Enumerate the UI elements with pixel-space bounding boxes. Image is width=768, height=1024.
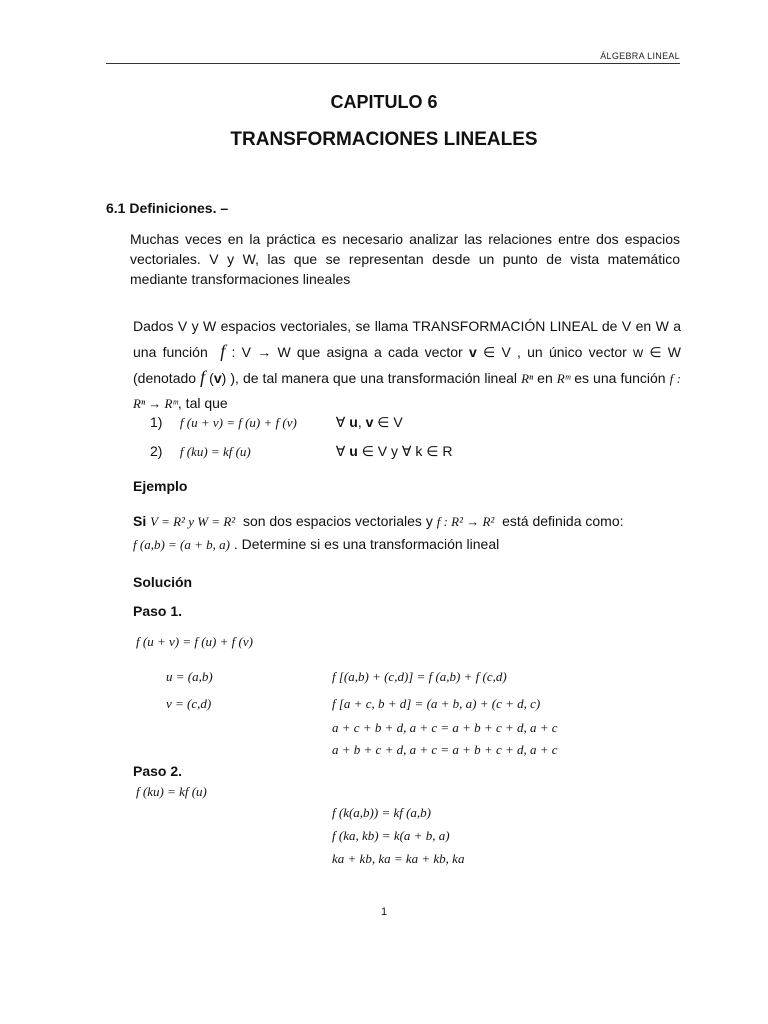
example-text-2: está definida como: [502,513,624,529]
property-domain: ∈ V y ∀ k ∈ R [361,443,453,459]
step2-line-2: f (ka, kb) = k(a + b, a) [332,828,450,843]
property-1 [150,414,403,431]
running-header: ÁLGEBRA LINEAL [600,51,680,61]
example-heading: Ejemplo [133,478,188,494]
step2-heading: Paso 2. [133,763,183,779]
def-text-3: ∈ V , un único vector w ∈ W (denotado [133,344,682,386]
def-text-2: : V → W que asigna a cada vector [231,344,463,360]
step1-left-u: u = (a,b) [166,669,213,684]
example-statement [133,510,681,556]
property-number: 1) [150,414,163,430]
step1-line-2: f [a + c, b + d] = (a + b, a) + (c + d, c) [332,696,541,711]
solution-heading: Solución [133,574,193,590]
property-quantifier: ∀ [335,414,346,430]
property-formula: f (u + v) = f (u) + f (v) [179,415,297,430]
example-spaces: V = R² y W = R² [150,514,236,529]
def-text-4: ( [209,370,214,386]
def-text-6: en [537,370,553,386]
def-rm: Rᵐ [556,371,571,386]
example-text-3: . Determine si es una transformación lineal [233,536,500,552]
def-text-8: , tal que [177,395,228,411]
def-f-symbol: f [220,341,226,361]
def-fmap: f : Rⁿ → Rᵐ [133,371,682,411]
step1-line-4: a + b + c + d, a + c = a + b + c + d, a + c [332,742,558,757]
step1-heading: Paso 1. [133,603,183,619]
property-bold-u: u [349,443,358,459]
property-bold-v: v [365,414,374,430]
step2-rule: f (ku) = kf (u) [136,784,207,799]
step2-line-1: f (k(a,b)) = kf (a,b) [332,805,432,820]
property-domain: ∈ V [377,414,403,430]
def-f-symbol-2: f [200,367,206,387]
step1-line-1: f [(a,b) + (c,d)] = f (a,b) + f (c,d) [332,669,507,684]
property-quantifier: ∀ [335,443,346,459]
step2-line-3: ka + kb, ka = ka + kb, ka [332,851,465,866]
chapter-title: TRANSFORMACIONES LINEALES [230,129,538,150]
def-v-bold: v [468,344,477,360]
property-bold-u: u [349,414,358,430]
step1-rule: f (u + v) = f (u) + f (v) [136,634,253,649]
step1-line-3: a + c + b + d, a + c = a + b + c + d, a + c [332,720,558,735]
intro-paragraph: Muchas veces en la práctica es necesario analizar las relaciones entre dos espacios vectoriales. V y W, las que se representan desde un punto de vista matemático mediante transformaciones lineales [130,231,680,287]
page-number: 1 [380,906,388,918]
section-heading: 6.1 Definiciones. – [106,200,229,216]
def-v-bold-2: v [213,370,222,386]
def-rn: Rⁿ [521,371,534,386]
definition-paragraph [133,314,681,416]
def-text-1: Dados V y W espacios vectoriales, se llama TRANSFORMACIÓN LINEAL de V en W a una función [133,318,681,360]
property-number: 2) [150,443,163,459]
property-sep: , [357,414,362,430]
example-text-1: son dos espacios vectoriales y [242,513,433,529]
def-text-7: es una función [574,370,666,386]
header-rule [106,63,680,64]
example-map: f : R² → R² [436,514,495,529]
example-definition: f (a,b) = (a + b, a) [133,537,230,552]
chapter-label: CAPITULO 6 [330,92,438,112]
step1-left-v: v = (c,d) [166,696,212,711]
property-formula: f (ku) = kf (u) [179,444,251,459]
example-si: Si [133,513,147,529]
def-text-5: ) ), de tal manera que una transformación lineal [221,370,518,386]
property-2 [150,443,452,460]
